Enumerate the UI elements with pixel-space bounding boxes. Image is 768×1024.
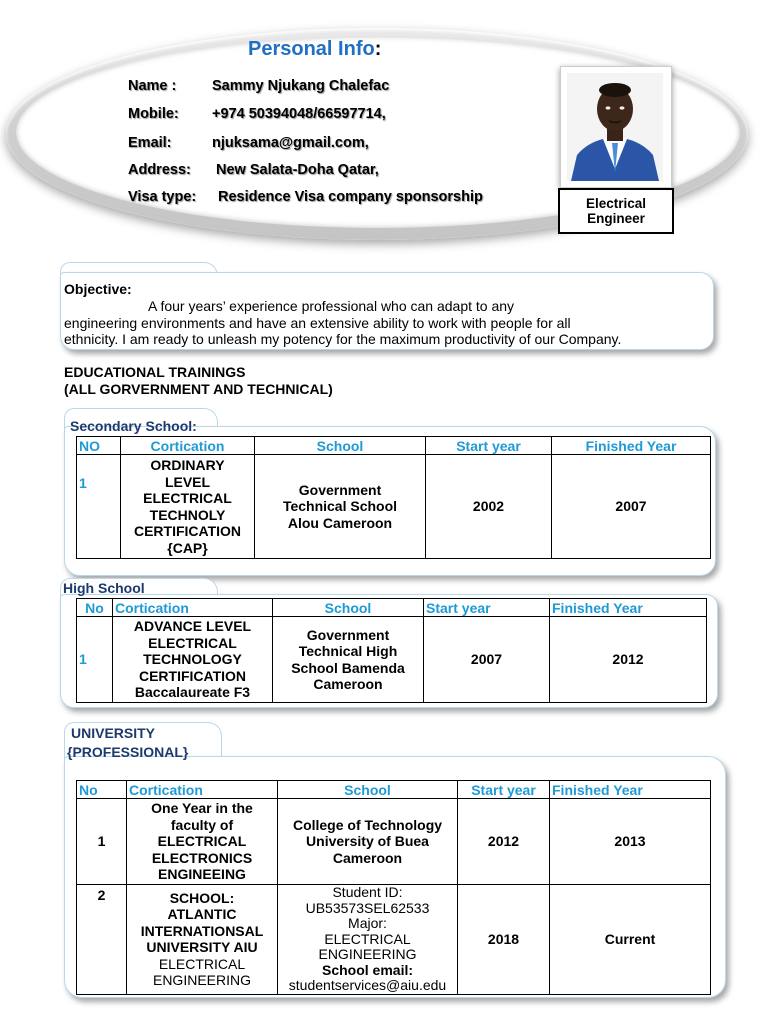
row-cortication: One Year in the faculty of ELECTRICAL ELECTRONICS ENGINEEING <box>127 799 278 885</box>
visa-value: Residence Visa company sponsorship <box>218 189 483 205</box>
row-start-year: 2018 <box>458 885 550 995</box>
col-cortication: Cortication <box>121 437 255 455</box>
row-school: Student ID: UB53573SEL62533 Major: ELECTRICAL ENGINEERING School email: studentservices@aiu.edu <box>278 885 458 995</box>
col-start-year: Start year <box>424 599 550 617</box>
education-title-line2: (ALL GORVERNMENT AND TECHNICAL) <box>64 381 333 397</box>
col-no: No <box>77 781 127 799</box>
objective-line-2: engineering environments and have an extensive ability to work with people for all <box>64 315 571 331</box>
high-school-header-row <box>77 599 707 617</box>
visa-label: Visa type: <box>128 189 197 205</box>
objective-line-3: ethnicity. I am ready to unleash my potency for the maximum productivity of our Company. <box>64 331 622 347</box>
table-row <box>77 455 711 559</box>
email-label: Email: <box>128 135 172 151</box>
col-no: NO <box>77 437 121 455</box>
col-school: School <box>273 599 424 617</box>
row-start-year: 2012 <box>458 799 550 885</box>
table-row <box>77 617 707 703</box>
row-school: Government Technical School Alou Cameroon <box>255 455 426 559</box>
row-school: College of Technology University of Buea Cameroon <box>278 799 458 885</box>
col-no: No <box>77 599 113 617</box>
university-title-line1: UNIVERSITY <box>71 725 156 741</box>
education-title-line1: EDUCATIONAL TRAININGS <box>64 364 246 380</box>
col-school: School <box>255 437 426 455</box>
email-value: njuksama@gmail.com, <box>212 135 369 151</box>
objective-line-1: A four years’ experience professional who can adapt to any <box>148 298 515 314</box>
personal-info-heading: Personal Info: <box>248 38 382 60</box>
row-finished-year: 2013 <box>550 799 711 885</box>
university-title-line2: {PROFESSIONAL} <box>67 744 189 760</box>
row-cortication: ORDINARY LEVEL ELECTRICAL TECHNOLY CERTIFICATION {CAP} <box>121 455 255 559</box>
name-label: Name : <box>128 78 177 94</box>
col-cortication: Cortication <box>113 599 273 617</box>
row-finished-year: 2007 <box>552 455 711 559</box>
secondary-title: Secondary School: <box>70 418 197 434</box>
high-school-table <box>76 598 707 703</box>
table-row <box>77 799 711 885</box>
col-cortication: Cortication <box>127 781 278 799</box>
row-start-year: 2002 <box>426 455 552 559</box>
row-cortication: SCHOOL: ATLANTIC INTERNATIONSAL UNIVERSITY AIU ELECTRICAL ENGINEERING <box>127 885 278 995</box>
row-start-year: 2007 <box>424 617 550 703</box>
job-title-box <box>558 188 674 234</box>
job-title-line2: Engineer <box>587 211 645 226</box>
row-no: 2 <box>77 885 127 995</box>
name-value: Sammy Njukang Chalefac <box>212 78 390 94</box>
mobile-label: Mobile: <box>128 106 179 122</box>
row-no: 1 <box>77 455 121 559</box>
table-row <box>77 885 711 995</box>
row-no: 1 <box>77 617 113 703</box>
col-finished-year: Finished Year <box>552 437 711 455</box>
secondary-table <box>76 436 711 559</box>
row-school: Government Technical High School Bamenda Cameroon <box>273 617 424 703</box>
row-finished-year: Current <box>550 885 711 995</box>
secondary-header-row <box>77 437 711 455</box>
job-title-line1: Electrical <box>585 196 647 211</box>
university-table <box>76 780 711 995</box>
high-school-title: High School <box>63 580 145 596</box>
row-no: 1 <box>77 799 127 885</box>
profile-photo <box>567 73 663 181</box>
objective-label: Objective: <box>64 281 132 297</box>
col-school: School <box>278 781 458 799</box>
profile-photo-frame <box>560 66 672 188</box>
mobile-value: +974 50394048/66597714, <box>212 106 386 122</box>
university-header-row <box>77 781 711 799</box>
row-finished-year: 2012 <box>550 617 707 703</box>
row-cortication: ADVANCE LEVEL ELECTRICAL TECHNOLOGY CERTIFICATION Baccalaureate F3 <box>113 617 273 703</box>
col-start-year: Start year <box>426 437 552 455</box>
address-label: Address: <box>128 162 191 178</box>
col-finished-year: Finished Year <box>550 599 707 617</box>
col-finished-year: Finished Year <box>550 781 711 799</box>
address-value: New Salata-Doha Qatar, <box>216 162 379 178</box>
col-start-year: Start year <box>458 781 550 799</box>
